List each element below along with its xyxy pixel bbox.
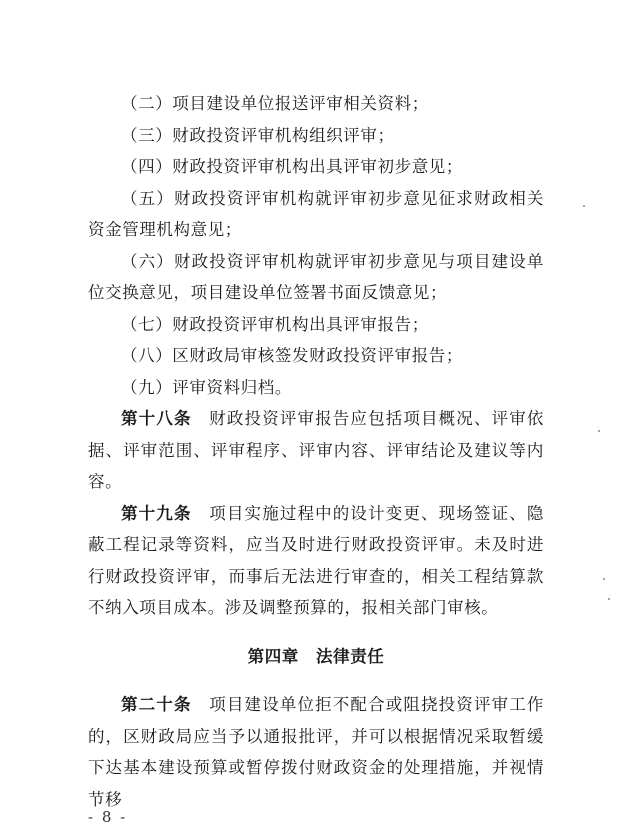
article-19 <box>88 498 544 624</box>
step-item-3: （三）财政投资评审机构组织评审； <box>121 125 395 145</box>
step-item-8: （八）区财政局审核签发财政投资评审报告； <box>121 346 463 365</box>
article-18 <box>88 403 544 498</box>
step-item-6: （六）财政投资评审机构就评审初步意见与项目建设单位交换意见，项目建设单位签署书面反馈意见； <box>88 251 544 302</box>
step-item-9: （九）评审资料归档。 <box>121 377 292 397</box>
article-18-title: 第十八条 <box>121 409 192 428</box>
article-20-text: 项目建设单位拒不配合或阻挠投资评审工作的，区财政局应当予以通报批评，并可以根据情况采取暂缓下达基本建设预算或暂停拨付财政资金的处理措施，并视情节移 <box>88 695 544 809</box>
scan-speck <box>608 598 610 600</box>
chapter-heading: 第四章 法律责任 <box>247 646 385 666</box>
scan-speck <box>598 430 600 432</box>
article-19-title: 第十九条 <box>121 503 192 523</box>
step-item-7: （七）财政投资评审机构出具评审报告； <box>121 314 429 334</box>
scan-speck <box>603 578 605 580</box>
step-item-4: （四）财政投资评审机构出具评审初步意见； <box>121 157 463 176</box>
page-number: - 8 - <box>88 808 128 826</box>
article-20 <box>88 689 544 815</box>
article-18-text: 财政投资评审报告应包括项目概况、评审依据、评审范围、评审程序、评审内容、评审结论及建议等内容。 <box>88 409 544 491</box>
article-20-title: 第二十条 <box>121 695 192 714</box>
step-item-2: （二）项目建设单位报送评审相关资料； <box>121 94 429 113</box>
document-body <box>88 88 544 815</box>
scan-speck <box>583 205 585 207</box>
step-item-5: （五）财政投资评审机构就评审初步意见征求财政相关资金管理机构意见； <box>88 188 544 239</box>
article-19-text: 项目实施过程中的设计变更、现场签证、隐蔽工程记录等资料，应当及时进行财政投资评审。未及时进行财政投资评审，而事后无法进行审查的，相关工程结算款不纳入项目成本。涉及调整预算的，报相关部门审核。 <box>88 503 544 617</box>
